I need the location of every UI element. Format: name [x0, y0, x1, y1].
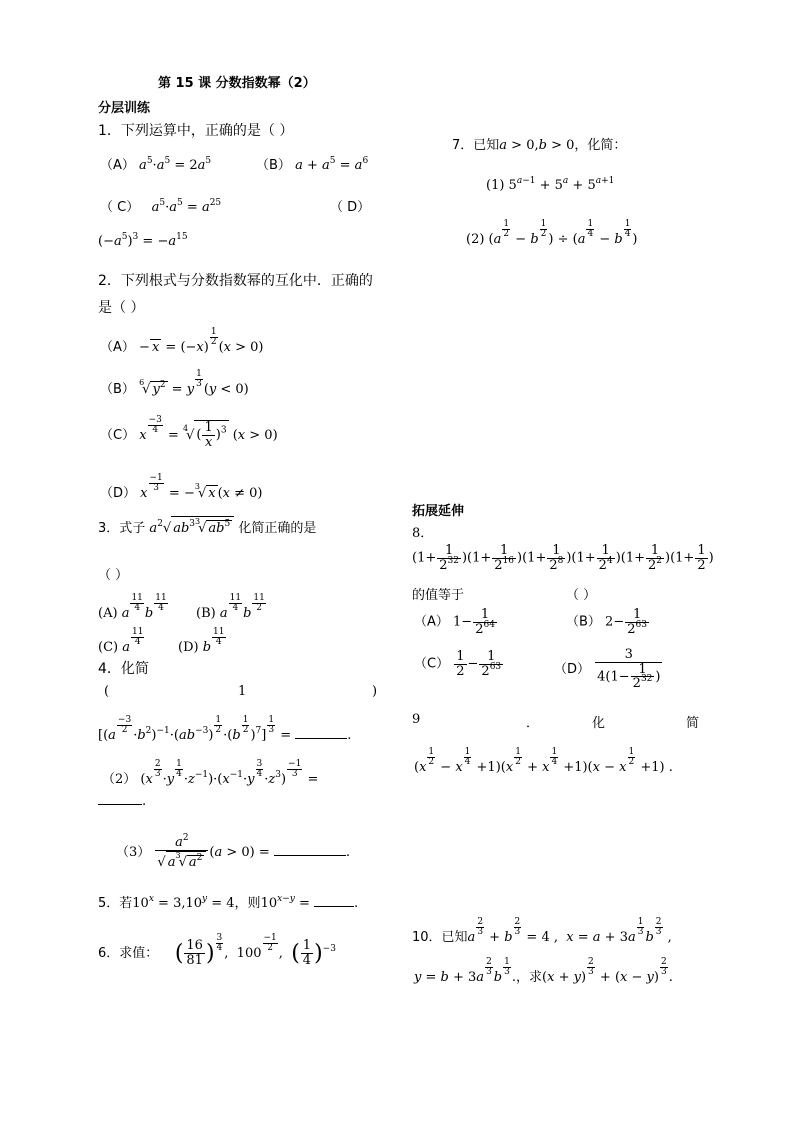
- q2-option-a: （A） − x = (−x) $\frac{1}{2}$ (x > 0): [100, 327, 264, 355]
- q6-stem: 6．求值： ( $\frac{16}{81}$ ) $\frac{3}{4}$ , 100 $\frac{-1}{2}$ , ( $\frac{1}{4}$ )$^{-3}$: [98, 933, 336, 968]
- q8-paren: （ ）: [566, 588, 597, 603]
- q2-option-c: （C） x $\frac{-3}{4}$ = $^4$√ ( $\frac{1}{x}$ )$^3$ (x > 0): [100, 415, 278, 450]
- q3-option-d: (D) b $\frac{11}{4}$: [178, 627, 225, 655]
- q1-option-b: （B） $a + a^5 = a^6$: [256, 156, 369, 173]
- q1-option-d: $(-a^5)^3 = -a^{15}$: [98, 232, 188, 249]
- q10-stem: 10．已知a $\frac{2}{3}$ + b $\frac{2}{3}$ = 4 , x = a + 3a $\frac{1}{3}$ b $\frac{2}{3}$ ,: [412, 917, 672, 945]
- q3-option-b: (B) a $\frac{11}{4}$ b $\frac{11}{2}$: [196, 593, 265, 621]
- q9-word-2: 简: [686, 716, 700, 731]
- q4-part2-expression: （2） (x $\frac{2}{3}$ ·y $\frac{1}{4}$ $\cdot z^{-1})\cdot(x^{-1}\cdot y$ $\frac{3}{4}$ $\cdot z^3$) $\frac{-1}{3}$ =: [102, 759, 319, 787]
- page-title: 第 15 课 分数指数幂（2）: [158, 76, 316, 91]
- q2-stem: 2．下列根式与分数指数幂的互化中．正确的: [98, 273, 373, 289]
- q9-word-1: 化: [592, 716, 606, 731]
- q2-stem-2: 是（ ）: [98, 300, 145, 316]
- q7-part1: (1) $5^{a-1} + 5^a + 5^{a+1}$: [486, 176, 615, 193]
- q1-option-c: （ C） $a^5\cdot a^5 = a^{25}$: [100, 198, 222, 215]
- section-heading-layered: 分层训练: [98, 101, 151, 116]
- q8-tail: 的值等于: [412, 588, 465, 603]
- q1-option-a: （A） $a^5\cdot a^5 = 2a^5$: [100, 156, 212, 173]
- q4-part1-expression: [(a $\frac{-3}{2}$ $\cdot b^2)^{-1}\cdot(ab^{-3})$ $\frac{1}{2}$ ·(b $\frac{1}{2}$ )$^7$] $\frac{1}{3}$ = .: [98, 715, 352, 743]
- section-heading-extension: 拓展延伸: [412, 504, 465, 519]
- q8-number: 8．: [412, 526, 434, 541]
- q3-stem: 3．式子 $a^2√$ $ab^{33}√$ $ab^5$ 化简正确的是: [98, 517, 317, 536]
- q4-part1-number: 1: [238, 684, 247, 699]
- q4-part3-expression: （3） $\frac{a^2}{√ a^3√ a^2}$ (a > 0) = .: [116, 833, 351, 870]
- q9-dot: ．: [526, 716, 540, 731]
- q2-option-d: （D） x $\frac{-1}{3}$ = −$^3$√ x (x ≠ 0): [100, 473, 263, 501]
- q7-stem: 7．已知a > 0,b > 0，化简：: [452, 138, 627, 153]
- q4-stem: 4．化简: [98, 661, 149, 677]
- q8-option-c: （C） $\frac{1}{2}$ − $\frac{1}{2^{63}}$: [414, 649, 502, 679]
- q4-part1-open: (: [104, 684, 110, 699]
- q1-option-d-label: （ D）: [330, 200, 371, 215]
- q4-part1-close: ): [372, 684, 378, 699]
- q10-second-line: y = b + 3a $\frac{2}{3}$ b $\frac{1}{3}$ .，求(x + y) $\frac{2}{3}$ + (x − y) $\frac{2}{3}$ .: [414, 957, 673, 985]
- q7-part2: (2) (a $\frac{1}{2}$ − b $\frac{1}{2}$ ) ÷ (a $\frac{1}{4}$ − b $\frac{1}{4}$ ): [466, 219, 638, 247]
- q8-option-b: （B） 2− $\frac{1}{2^{63}}$: [566, 607, 647, 637]
- q9-number: 9: [412, 712, 421, 727]
- q3-option-c: (C) a $\frac{11}{4}$: [98, 627, 144, 655]
- q2-option-b: （B） $^6$√ $y^2 = y$ $\frac{1}{3}$ (y < 0): [100, 369, 249, 397]
- q3-blank: （ ）: [98, 568, 129, 583]
- q8-option-d: （D） 3 4(1− $\frac{1}{2^{32}}$ ): [554, 647, 661, 692]
- q5-stem: 5．若$10^x = 3,10^y = 4$，则$10^{x-y}$ = .: [98, 894, 359, 911]
- q3-option-a: (A) a $\frac{11}{4}$ b $\frac{11}{4}$: [98, 593, 167, 621]
- q8-option-a: （A） 1− $\frac{1}{2^{64}}$: [414, 607, 495, 637]
- q9-expression: (x $\frac{1}{2}$ − x $\frac{1}{4}$ +1)(x $\frac{1}{2}$ + x $\frac{1}{4}$ +1)(x − x $\frac{1}{2}$ +1) .: [414, 747, 673, 775]
- q8-expression: (1+ $\frac{1}{2^{32}}$ )(1+ $\frac{1}{2^{16}}$ )(1+ $\frac{1}{2^8}$ )(1+ $\frac{1}{2^4}$ )(1+ $\frac{1}{2^2}$ )(1+ $\frac{1}{2}$ ): [412, 543, 714, 573]
- q4-part2-answer-blank: .: [98, 794, 146, 809]
- q1-stem: 1．下列运算中，正确的是（ ）: [98, 123, 294, 139]
